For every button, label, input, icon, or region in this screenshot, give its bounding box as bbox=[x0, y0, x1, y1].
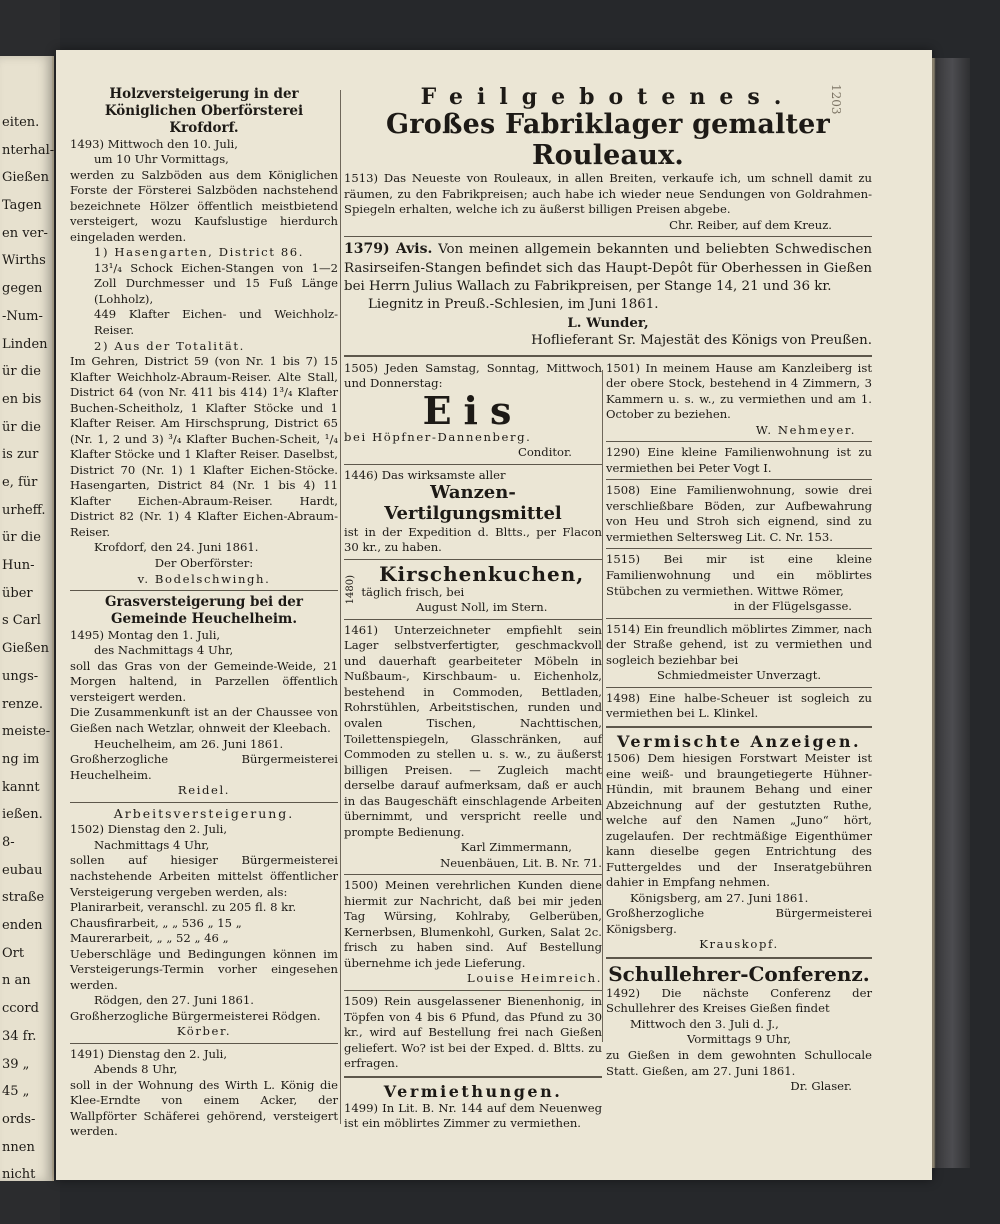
prev-page-fragment: ür die bbox=[2, 364, 41, 380]
rouleaux-title: Großes Fabriklager gemalter Rouleaux. bbox=[386, 109, 830, 172]
ad-1501-sign: W. Nehmeyer. bbox=[755, 422, 856, 437]
ad-1498: 1498) Eine halbe-Scheuer ist sogleich zu vermiethen bei L. Klinkel. bbox=[606, 690, 872, 721]
prev-page-fragment: eiten. bbox=[2, 115, 40, 130]
divider bbox=[70, 590, 338, 591]
gras-line: Die Zusammenkunft ist an der Chaussee von Gießen nach Wetzlar, ohnweit der Kleebach. bbox=[70, 705, 338, 735]
prev-page-fragment: meiste- bbox=[2, 724, 51, 740]
prev-page-fragment: 8- bbox=[2, 835, 15, 850]
gras-line: 1495) Montag den 1. Juli, bbox=[70, 627, 221, 642]
arbeit-line: Maurerarbeit, „ „ 52 „ 46 „ bbox=[70, 931, 229, 946]
holz-line: Der Oberförster: bbox=[154, 555, 254, 570]
prev-page-fragment: nicht bbox=[2, 1167, 36, 1183]
klee-line: Abends 8 Uhr, bbox=[94, 1062, 178, 1077]
divider bbox=[606, 957, 872, 959]
holz-line: v. Bodelschwingh. bbox=[137, 571, 271, 586]
holz-line: Im Gehren, District 59 (von Nr. 1 bis 7) 15 Klafter Weichholz-Abraum-Reiser. Alte Stall, District 64 (von Nr. 411 bis 414) 1³/₄ Klafter Buchen-Scheitholz, 1 Klafter Stöcke und 1 Klafter Reiser. Am Hirschsprung, District 65 (Nr. 1, 2 und 3) ³/₄ Klafter Buchen-Scheit, ¹/₄ Klafter Stöcke und 1 Klafter Reiser. Daselbst, District 70 (Nr. 1) 1 Klafter Eichen-Stöcke. Hasengarten, District 84 (Nr. 1 bis 4) 11 Klafter Eichen-Abraum-Reiser. Hardt, District 82 (Nr. 1) 4 Klafter Eichen-Abraum-Reiser. bbox=[70, 354, 338, 539]
prev-page-fragment: ür die bbox=[2, 419, 41, 435]
prev-page-fragment: Wirths bbox=[2, 253, 46, 269]
vermischte-title: Vermischte Anzeigen. bbox=[616, 731, 862, 751]
prev-page-fragment: ng im bbox=[2, 751, 40, 767]
prev-page-fragment: -Num- bbox=[2, 308, 43, 324]
arbeit-notice bbox=[70, 806, 338, 1040]
prev-page-fragment: Tagen bbox=[2, 198, 42, 214]
holz-line: 449 Klafter Eichen- und Weichholz-Reiser. bbox=[94, 307, 338, 337]
prev-page-fragment: eubau bbox=[2, 862, 43, 878]
holz-line: Krofdorf, den 24. Juni 1861. bbox=[94, 540, 259, 555]
gemuese-sign: Louise Heimreich. bbox=[467, 971, 602, 986]
vermieth-text: 1499) In Lit. B. Nr. 144 auf dem Neuenweg ist ein möblirtes Zimmer zu vermiethen. bbox=[344, 1100, 602, 1131]
prev-page-fragment: Gießen bbox=[2, 170, 49, 186]
prev-page-fragment: is zur bbox=[2, 447, 39, 463]
divider bbox=[606, 479, 872, 480]
ad-1492-time: Vormittags 9 Uhr, bbox=[686, 1032, 792, 1047]
gras-line: Großherzogliche Bürgermeisterei Heuchelheim. bbox=[70, 752, 338, 782]
prev-page-fragment: nnen bbox=[2, 1139, 35, 1155]
ad-1515-sign: in der Flügelsgasse. bbox=[733, 599, 852, 614]
kirsch-text: täglich frisch, bei bbox=[361, 584, 465, 599]
prev-page-fragment: Linden bbox=[2, 336, 48, 352]
divider bbox=[70, 802, 338, 803]
arbeit-line: Körber. bbox=[176, 1024, 232, 1039]
divider bbox=[344, 990, 602, 991]
divider bbox=[344, 619, 602, 620]
prev-page-fragment: 39 „ bbox=[2, 1056, 30, 1072]
prev-page-fragment: enden bbox=[2, 918, 43, 934]
holz-line: 13¹/₄ Schock Eichen-Stangen von 1—2 Zoll Durchmesser und 15 Fuß Länge (Lohholz), bbox=[94, 260, 338, 306]
prev-page-fragment: straße bbox=[2, 890, 45, 906]
gras-line: soll das Gras von der Gemeinde-Weide, 21 Morgen haltend, in Parzellen öffentlich versteigert werden. bbox=[70, 658, 338, 704]
holz-line: 1493) Mittwoch den 10. Juli, bbox=[70, 136, 238, 151]
right-column bbox=[344, 84, 873, 1131]
avis-name: L. Wunder, bbox=[567, 315, 649, 332]
column-rule bbox=[340, 90, 341, 1124]
ad-1492-sign: Dr. Glaser. bbox=[790, 1079, 852, 1094]
rouleaux-sign: Chr. Reiber, auf dem Kreuz. bbox=[669, 217, 832, 232]
prev-page-fragment: en bis bbox=[2, 391, 42, 407]
gras-title: Grasversteigerung bei der Gemeinde Heuchelheim. bbox=[105, 594, 303, 627]
prev-page-fragment: ungs- bbox=[2, 668, 39, 684]
feilgebotenes-title: Feilgebotenes. bbox=[420, 84, 796, 110]
divider bbox=[344, 1076, 602, 1078]
arbeit-line: Großherzogliche Bürgermeisterei Rödgen. bbox=[70, 1008, 321, 1023]
eis-bei: bei Höpfner-Dannenberg. bbox=[344, 429, 532, 444]
prev-page-fragment: urheff. bbox=[2, 502, 46, 518]
prev-page-fragment: en ver- bbox=[2, 225, 48, 241]
ad-1515: 1515) Bei mir ist eine kleine Familienwohnung und ein möblirtes Stübchen zu vermiethen. Wittwe Römer, bbox=[606, 552, 872, 598]
kirsch-title: Kirschenkuchen, bbox=[379, 561, 585, 586]
arbeit-line: Ueberschläge und Bedingungen können im Versteigerungs-Termin vorher eingesehen werden. bbox=[70, 946, 338, 992]
holz-notice bbox=[70, 86, 338, 587]
ad-1492-text: zu Gießen in dem gewohnten Schullocale Statt. Gießen, am 27. Juni 1861. bbox=[606, 1048, 872, 1078]
holz-title: Holzversteigerung in der Königlichen Oberförsterei Krofdorf. bbox=[104, 86, 304, 136]
ad-1506-sign: Krauskopf. bbox=[699, 937, 779, 952]
divider bbox=[70, 1043, 338, 1044]
prev-page-fragment: über bbox=[2, 585, 33, 601]
page-number: 1203 bbox=[829, 84, 843, 115]
moebel-text: 1461) Unterzeichneter empfiehlt sein Lager selbstverfertigter, geschmackvoll und dauerhaft gearbeiteter Möbeln in Nußbaum-, Kirschbaum- u. Eichenholz, bestehend in Commoden, Bettladen, Rohrstühlen, Arbeitstischen, runden und ovalen Tischen, Nachttischen, Toilettenspiegeln, Glasschränken, auf Commoden zu stellen u. s. w., zu äußerst billigen Preisen. — Zugleich macht derselbe darauf aufmerksam, daß er auch in das Baugeschäft einschlagende Arbeiten übernimmt, und verspricht reelle und prompte Bedienung. bbox=[344, 622, 602, 839]
prev-page-fragment: ccord bbox=[2, 1001, 39, 1017]
wanzen-text: ist in der Expedition d. Bltts., per Flacon 30 kr., zu haben. bbox=[344, 524, 602, 555]
prev-page-fragment: kannt bbox=[2, 779, 40, 795]
arbeit-line: Chausfirarbeit, „ „ 536 „ 15 „ bbox=[70, 915, 242, 930]
arbeit-line: sollen auf hiesiger Bürgermeisterei nachstehende Arbeiten mittelst öffentlicher Versteigerung vergeben werden, als: bbox=[70, 853, 338, 899]
holz-line: 1) Hasengarten, District 86. bbox=[94, 245, 305, 260]
prev-page-fragment: Hun- bbox=[2, 558, 35, 574]
divider bbox=[606, 726, 872, 728]
divider bbox=[606, 441, 872, 442]
prev-page-fragment: e, für bbox=[2, 475, 38, 490]
divider bbox=[606, 687, 872, 688]
avis-text: Von meinen allgemein bekannten und beliebten Schwedischen Rasirseifen-Stangen befindet sich das Haupt-Depôt für Oberhessen in Gießen bei Herrn Julius Wallach zu Fabrikpreisen, per Stange 14, 21 und 36 kr. bbox=[344, 242, 873, 294]
ad-1506-place: Königsberg, am 27. Juni 1861. bbox=[630, 890, 809, 905]
moebel-sign: Neuenbäuen, Lit. B. Nr. 71. bbox=[440, 855, 602, 870]
eis-intro: 1505) Jeden Samstag, Sonntag, Mittwoch und Donnerstag: bbox=[344, 360, 602, 391]
book-spine bbox=[926, 58, 970, 1168]
divider bbox=[606, 548, 872, 549]
prev-page-fragment: nterhal- bbox=[2, 142, 55, 158]
gras-line: Heuchelheim, am 26. Juni 1861. bbox=[94, 736, 284, 751]
gras-line: des Nachmittags 4 Uhr, bbox=[94, 643, 234, 658]
divider bbox=[344, 236, 872, 237]
divider bbox=[344, 559, 602, 560]
prev-page-fragment: ießen. bbox=[2, 807, 43, 823]
moebel-sign: Karl Zimmermann, bbox=[460, 840, 572, 855]
avis-head: 1379) Avis. bbox=[344, 241, 433, 258]
gras-notice bbox=[70, 594, 338, 799]
prev-page-fragment: 34 fr. bbox=[2, 1028, 37, 1044]
gras-line: Reidel. bbox=[177, 783, 231, 798]
klee-notice bbox=[70, 1047, 338, 1140]
sub-right-column bbox=[606, 361, 872, 1095]
divider bbox=[344, 874, 602, 875]
previous-page-edge bbox=[0, 56, 54, 1181]
prev-page-fragment: ords- bbox=[2, 1111, 36, 1127]
arbeit-line: Planirarbeit, veranschl. zu 205 fl. 8 kr. bbox=[70, 900, 297, 915]
sub-left-column bbox=[344, 361, 602, 1132]
wanzen-intro: 1446) Das wirksamste aller bbox=[344, 467, 506, 482]
ad-1492-date: Mittwoch den 3. Juli d. J., bbox=[630, 1016, 779, 1031]
divider bbox=[344, 464, 602, 465]
prev-page-fragment: n an bbox=[2, 973, 31, 989]
wanzen-title: Wanzen-Vertilgungsmittel bbox=[384, 482, 562, 524]
avis-place: Liegnitz in Preuß.-Schlesien, im Juni 1861. bbox=[368, 296, 659, 312]
arbeit-line: 1502) Dienstag den 2. Juli, bbox=[70, 822, 228, 837]
schul-title: Schullehrer-Conferenz. bbox=[608, 961, 870, 986]
avis-notice bbox=[344, 240, 872, 350]
prev-page-fragment: Gießen bbox=[2, 641, 49, 657]
ad-1508: 1508) Eine Familienwohnung, sowie drei verschließbare Böden, zur Aufbewahrung von Heu und Stroh sich eignend, sind zu vermiethen Seltersweg Lit. C. Nr. 153. bbox=[606, 483, 872, 544]
ad-1492: 1492) Die nächste Conferenz der Schullehrer des Kreises Gießen findet bbox=[606, 985, 872, 1016]
sub-columns bbox=[344, 360, 872, 1131]
ad-1290: 1290) Eine kleine Familienwohnung ist zu vermiethen bei Peter Vogt I. bbox=[606, 445, 872, 475]
divider bbox=[606, 618, 872, 619]
prev-page-fragment: Ort bbox=[2, 945, 25, 961]
prev-page-fragment: ür die bbox=[2, 530, 41, 546]
ad-1514-sign: Schmiedmeister Unverzagt. bbox=[656, 668, 822, 683]
klee-line: soll in der Wohnung des Wirth L. König die Klee-Erndte von einem Acker, der Wallpförter Schäferei gehörend, versteigert werden. bbox=[70, 1077, 338, 1139]
ad-1506-org: Großherzogliche Bürgermeisterei Königsberg. bbox=[606, 906, 872, 936]
holz-line: 2) Aus der Totalität. bbox=[94, 338, 245, 353]
eis-sign: Conditor. bbox=[517, 445, 572, 460]
left-column bbox=[70, 86, 338, 1139]
holz-line: um 10 Uhr Vormittags, bbox=[94, 152, 229, 167]
arbeit-line: Rödgen, den 27. Juni 1861. bbox=[94, 993, 254, 1008]
vermieth-title: Vermiethungen. bbox=[383, 1081, 563, 1101]
gemuese-text: 1500) Meinen verehrlichen Kunden diene hiermit zur Nachricht, daß bei mir jeden Tag Würsing, Kohlraby, Gelberüben, Kernerbsen, Blumenkohl, Gurken, Salat 2c. frisch zu haben sind. Auf Bestellung übernehme ich jede Lieferung. bbox=[344, 878, 602, 970]
ad-1506: 1506) Dem hiesigen Forstwart Meister ist eine weiß- und braungetiegerte Hühner-Hündin, mit braunem Behang und einer Abzeichnung auf der gestutzten Ruthe, welche auf den Namen „Juno“ hört, zugelaufen. Der rechtmäßige Eigenthümer kann dieselbe gegen Entrichtung des Futtergeldes und der Inseratgebühren dahier in Empfang nehmen. bbox=[606, 750, 872, 890]
eis-title: Eis bbox=[422, 387, 524, 433]
kirsch-sign: August Noll, im Stern. bbox=[415, 600, 548, 615]
arbeit-line: Nachmittags 4 Uhr, bbox=[94, 837, 210, 852]
ad-1501: 1501) In meinem Hause am Kanzleiberg ist der obere Stock, bestehend in 4 Zimmern, 3 Kammern u. s. w., zu vermiethen und am 1. October zu beziehen. bbox=[606, 360, 872, 422]
divider bbox=[344, 355, 872, 357]
klee-line: 1491) Dienstag den 2. Juli, bbox=[70, 1046, 228, 1061]
ad-1514: 1514) Ein freundlich möblirtes Zimmer, nach der Straße gehend, ist zu vermiethen und sogleich beziehbar bei bbox=[606, 621, 872, 667]
honig-text: 1509) Rein ausgelassener Bienenhonig, in Töpfen von 4 bis 6 Pfund, das Pfund zu 30 kr., wird auf Bestellung frei nach Gießen geliefert. Wo? ist bei der Exped. d. Bltts. zu erfragen. bbox=[344, 994, 602, 1071]
prev-page-fragment: gegen bbox=[2, 281, 43, 297]
rouleaux-text: 1513) Das Neueste von Rouleaux, in allen Breiten, verkaufe ich, um schnell damit zu räumen, zu den Fabrikpreisen; auch habe ich wieder neue Sendungen von Goldrahmen-Spiegeln erhalten, welche ich zu äußerst billigen Preisen abgebe. bbox=[344, 171, 872, 217]
holz-line: werden zu Salzböden aus dem Königlichen Forste der Försterei Salzböden nachstehend bezeichnete Hölzer öffentlich meistbietend versteigert, wozu Kaufslustige hierdurch eingeladen werden. bbox=[70, 167, 338, 244]
prev-page-fragment: renze. bbox=[2, 696, 43, 712]
avis-title: Hoflieferant Sr. Majestät des Königs von Preußen. bbox=[531, 333, 872, 349]
prev-page-fragment: 45 „ bbox=[2, 1084, 30, 1100]
kirsch-number: 1480) bbox=[345, 574, 356, 604]
arbeit-title: Arbeitsversteigerung. bbox=[113, 805, 295, 821]
prev-page-fragment: s Carl bbox=[2, 613, 41, 629]
